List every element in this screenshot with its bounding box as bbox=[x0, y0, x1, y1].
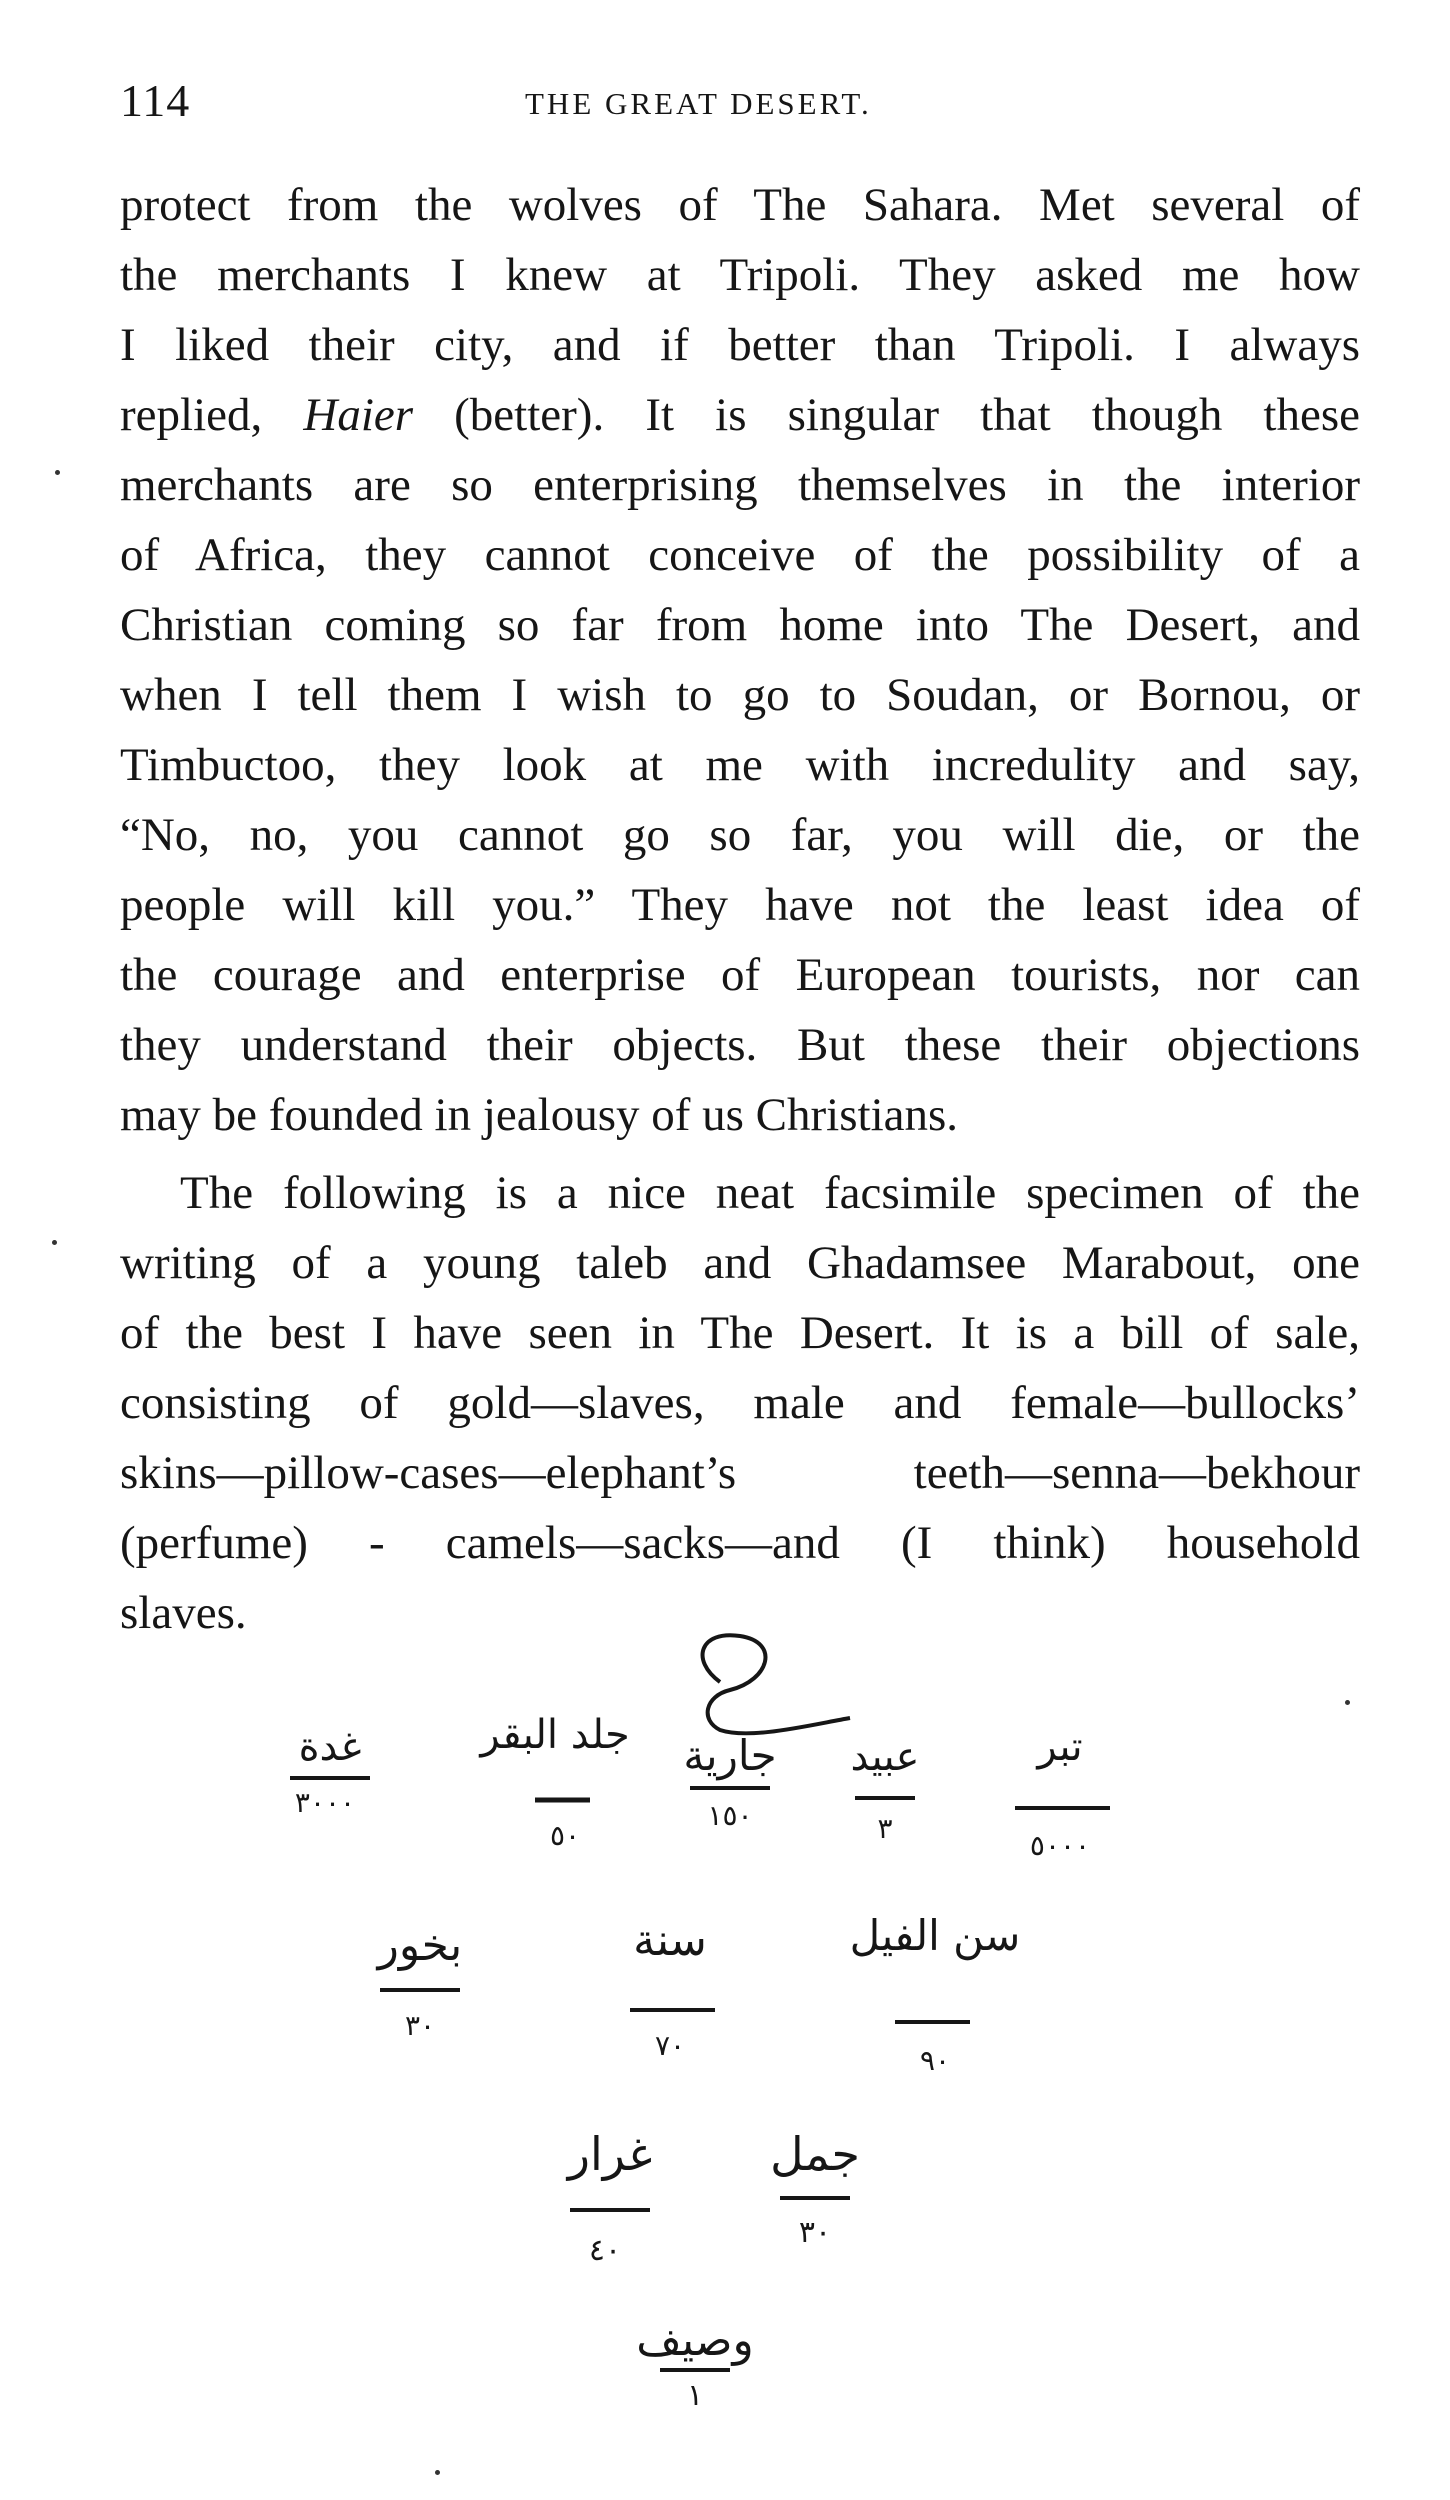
text-line: (perfume) - camels—sacks—and (I think) household bbox=[120, 1517, 1360, 1569]
entry-elephant-teeth bbox=[850, 1911, 1021, 2077]
text-line: the courage and enterprise of European tourists, nor can bbox=[120, 949, 1360, 1001]
entry-bullock-skins bbox=[478, 1712, 629, 1852]
print-speck bbox=[52, 1240, 57, 1245]
arabic-word: غدة bbox=[298, 1724, 362, 1770]
text-line: when I tell them I wish to go to Soudan, or Bornou, or bbox=[120, 669, 1360, 721]
arabic-figure: ١٥٠ bbox=[707, 1799, 753, 1832]
text-line: The following is a nice neat facsimile specimen of the bbox=[180, 1167, 1360, 1219]
paragraph-1 bbox=[120, 170, 1360, 1150]
text-line: I liked their city, and if better than Tripoli. I always bbox=[120, 319, 1360, 371]
entry-perfume bbox=[376, 1920, 463, 2042]
text-line: may be founded in jealousy of us Christians. bbox=[120, 1089, 959, 1141]
arabic-word: وصيف bbox=[636, 2315, 754, 2366]
entry-senna bbox=[630, 1915, 715, 2062]
facsimile-drawing bbox=[250, 1630, 1250, 2410]
running-title: THE GREAT DESERT. bbox=[525, 86, 872, 121]
arabic-word: غرار bbox=[567, 2127, 653, 2181]
text-line: skins—pillow-cases—elephant’s teeth—senna—bekhour bbox=[120, 1447, 1360, 1499]
print-speck bbox=[435, 2470, 440, 2475]
arabic-figure: ٣٠٠٠ bbox=[294, 1786, 356, 1819]
text-line: “No, no, you cannot go so far, you will die, or the bbox=[120, 809, 1360, 861]
text-line: of the best I have seen in The Desert. It is a bill of sale, bbox=[120, 1307, 1360, 1359]
arabic-figure: ١ bbox=[686, 2378, 704, 2410]
entry-sacks bbox=[566, 2127, 652, 2268]
arabic-word: تبر bbox=[1037, 1724, 1083, 1770]
print-speck bbox=[1345, 1700, 1350, 1705]
text-fragment: (better). It is singular that though these bbox=[454, 389, 1361, 441]
text-line: Christian coming so far from home into The Desert, and bbox=[120, 599, 1360, 651]
body-text bbox=[120, 170, 1360, 1648]
page-header bbox=[120, 70, 1360, 130]
entry-household-slave bbox=[636, 2315, 753, 2410]
arabic-word: جلد البقر bbox=[480, 1712, 630, 1758]
arabic-figure: ٧٠ bbox=[654, 2029, 686, 2062]
text-line bbox=[120, 380, 1360, 450]
text-line: consisting of gold—slaves, male and female—bullocks’ bbox=[120, 1377, 1360, 1429]
entry-female-slave bbox=[683, 1731, 776, 1832]
arabic-word: جارية bbox=[683, 1731, 777, 1780]
entry-camels bbox=[770, 2127, 860, 2250]
arabic-word: عبيد bbox=[850, 1734, 920, 1780]
arabic-facsimile bbox=[250, 1630, 1250, 2410]
text-line: of Africa, they cannot conceive of the possibility of a bbox=[120, 529, 1360, 581]
arabic-figure: ٣٠ bbox=[404, 2009, 436, 2042]
arabic-figure: ٤٠ bbox=[588, 2233, 622, 2268]
text-line: slaves. bbox=[120, 1587, 247, 1639]
arabic-word: بخور bbox=[377, 1920, 463, 1971]
entry-gold-dust bbox=[290, 1724, 370, 1819]
text-fragment: replied, bbox=[120, 389, 263, 441]
flourish-mark bbox=[703, 1635, 850, 1733]
arabic-figure: ٥٠٠٠ bbox=[1029, 1829, 1091, 1862]
text-line: they understand their objects. But these their objections bbox=[120, 1019, 1360, 1071]
text-line: protect from the wolves of The Sahara. Met several of bbox=[120, 179, 1360, 231]
text-line: people will kill you.” They have not the least idea of bbox=[120, 879, 1360, 931]
entry-gold bbox=[1015, 1724, 1110, 1862]
text-line: Timbuctoo, they look at me with incredulity and say, bbox=[120, 739, 1360, 791]
arabic-figure: ٥٠ bbox=[549, 1819, 581, 1852]
arabic-word: سن الفيل bbox=[849, 1911, 1021, 1960]
text-line: merchants are so enterprising themselves in the interior bbox=[120, 459, 1360, 511]
print-speck bbox=[55, 470, 60, 475]
arabic-word: سنة bbox=[633, 1915, 707, 1966]
entry-male-slaves bbox=[850, 1734, 919, 1845]
arabic-word: جمل bbox=[770, 2127, 860, 2181]
text-line: the merchants I knew at Tripoli. They asked me how bbox=[120, 249, 1360, 301]
arabic-figure: ٣٠ bbox=[798, 2215, 832, 2250]
arabic-figure: ٩٠ bbox=[919, 2044, 951, 2077]
italic-word: Haier bbox=[303, 389, 414, 441]
arabic-figure: ٣ bbox=[877, 1812, 893, 1845]
paragraph-2 bbox=[120, 1158, 1360, 1648]
page-number: 114 bbox=[120, 75, 191, 126]
text-line: writing of a young taleb and Ghadamsee Marabout, one bbox=[120, 1237, 1360, 1289]
